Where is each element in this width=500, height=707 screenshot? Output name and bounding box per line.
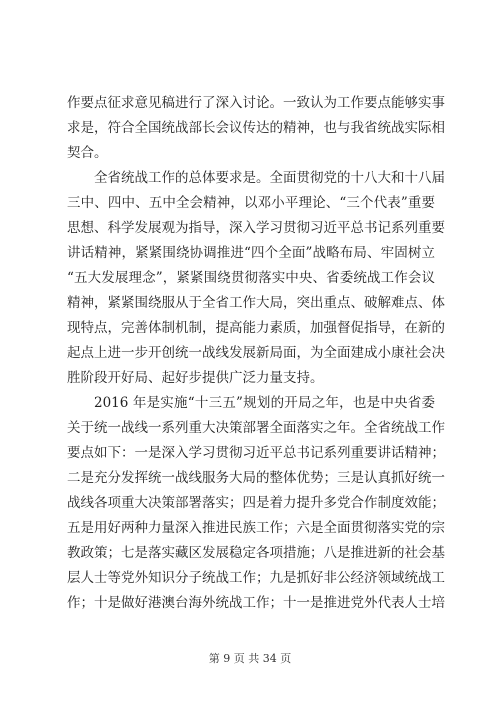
text-line: 现特点，完善体制机制，提高能力素质，加强督促指导，在新的 [67, 320, 445, 336]
text-line: 讲话精神，紧紧围绕协调推进“四个全面”战略布局、牢固树立 [67, 245, 435, 261]
text-line: 求是，符合全国统战部长会议传达的精神，也与我省统战实际相 [67, 120, 445, 136]
text-line: “五大发展理念”，紧紧围绕贯彻落实中央、省委统战工作会议 [67, 270, 435, 286]
paragraph [67, 391, 445, 616]
text-line: 思想、科学发展观为指导，深入学习贯彻习近平总书记系列重要 [67, 220, 445, 236]
text-line: 要点如下：一是深入学习贯彻习近平总书记系列重要讲话精神； [67, 445, 445, 461]
paragraph [67, 91, 445, 166]
text-line: 层人士等党外知识分子统战工作；九是抓好非公经济领域统战工 [67, 570, 445, 586]
text-line: 二是充分发挥统一战线服务大局的整体优势；三是认真抓好统一 [67, 470, 445, 486]
paragraph [67, 166, 445, 391]
text-line: 全省统战工作的总体要求是。全面贯彻党的十八大和十八届 [94, 170, 445, 186]
text-line: 教政策；七是落实藏区发展稳定各项措施；八是推进新的社会基 [67, 545, 445, 561]
page-number-footer: 第 9 页 共 34 页 [208, 652, 292, 665]
text-line: 三中、四中、五中全会精神，以邓小平理论、“三个代表”重要 [67, 195, 435, 211]
text-line: 2016 年是实施“十三五”规划的开局之年，也是中央省委 [94, 395, 435, 411]
text-line: 五是用好两种力量深入推进民族工作；六是全面贯彻落实党的宗 [67, 520, 445, 536]
text-line: 作要点征求意见稿进行了深入讨论。一致认为工作要点能够实事 [67, 95, 445, 111]
text-line: 契合。 [67, 145, 108, 161]
text-line: 胜阶段开好局、起好步提供广泛力量支持。 [67, 370, 324, 386]
text-line: 作；十是做好港澳台海外统战工作；十一是推进党外代表人士培 [67, 595, 445, 611]
text-line: 战线各项重大决策部署落实；四是着力提升多党合作制度效能； [67, 495, 445, 511]
text-line: 起点上进一步开创统一战线发展新局面，为全面建成小康社会决 [67, 345, 445, 361]
text-line: 关于统一战线一系列重大决策部署全面落实之年。全省统战工作 [67, 420, 445, 436]
document-body [67, 91, 445, 616]
text-line: 精神，紧紧围绕服从于全省工作大局，突出重点、破解难点、体 [67, 295, 445, 311]
